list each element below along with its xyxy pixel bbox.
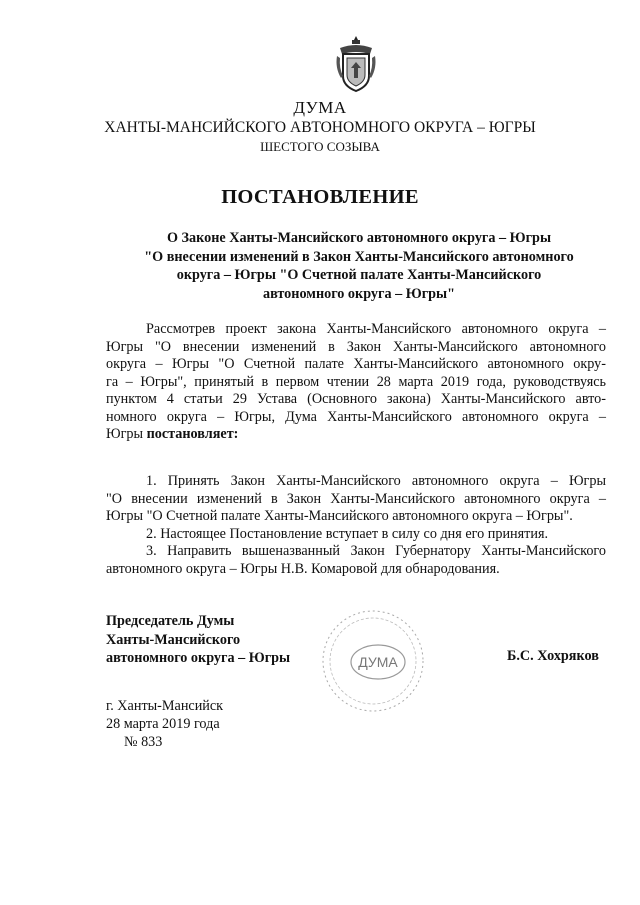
decision-items [106,473,606,578]
document-footer [106,697,223,751]
item-line: 1. Принять Закон Ханты-Мансийского автономного округа – Югры [146,473,606,489]
subject-line: О Законе Ханты-Мансийского автономного округа – Югры [166,230,552,246]
subject-line: автономного округа – Югры" [263,285,455,302]
preamble-last-line [106,426,606,444]
preamble-line: Югры "О внесении изменений в Закон Ханты-Мансийского автономного [106,338,606,355]
organization-name: ДУМА [293,98,347,117]
preamble-line: Югры [106,426,144,442]
signatory-position [106,612,290,668]
subject-line: округа – Югры "О Счетной палате Ханты-Мансийского [176,267,542,283]
stamp-text: ДУМА [358,654,398,670]
document-number: № 833 [124,734,163,750]
preamble-line: номного округа – Югры, Дума Ханты-Мансийского автономного округа – [106,408,606,425]
date: 28 марта 2019 года [106,716,220,732]
convocation: ШЕСТОГО СОЗЫВА [260,139,380,154]
preamble-line: пунктом 4 статьи 29 Устава (Основного закона) Ханты-Мансийского авто- [106,391,606,407]
official-seal-stamp [318,604,428,718]
coat-of-arms-emblem [334,34,378,94]
preamble-line: Рассмотрев проект закона Ханты-Мансийского автономного округа – [146,321,606,337]
preamble-line: га – Югры", принятый в первом чтении 28 марта 2019 года, руководствуясь [106,373,606,390]
preamble-paragraph [106,321,606,444]
city: г. Ханты-Мансийск [106,698,224,714]
position-line: автономного округа – Югры [106,650,291,666]
document-type-title: ПОСТАНОВЛЕНИЕ [221,186,419,208]
item-line: "О внесении изменений в Закон Ханты-Мансийского автономного округа – [106,490,606,507]
item-line: 2. Настоящее Постановление вступает в силу со дня его принятия. [146,525,549,542]
item-line: Югры "О Счетной палате Ханты-Мансийского автономного округа – Югры". [106,508,573,524]
position-line: Ханты-Мансийского [106,631,241,648]
item-line: 3. Направить вышеназванный Закон Губернатору Ханты-Мансийского [146,543,606,559]
document-subject [100,229,618,303]
decision-word: постановляет: [146,426,239,442]
signatory-name: Б.С. Хохряков [507,648,599,664]
preamble-line: округа – Югры "О Счетной палате Ханты-Мансийского автономного окру- [106,356,606,372]
region-name: ХАНТЫ-МАНСИЙСКОГО АВТОНОМНОГО ОКРУГА – ЮГРЫ [104,119,536,136]
position-line: Председатель Думы [106,613,235,629]
subject-line: "О внесении изменений в Закон Ханты-Мансийского автономного [144,248,574,265]
item-line: автономного округа – Югры Н.В. Комаровой для обнародования. [106,560,500,577]
